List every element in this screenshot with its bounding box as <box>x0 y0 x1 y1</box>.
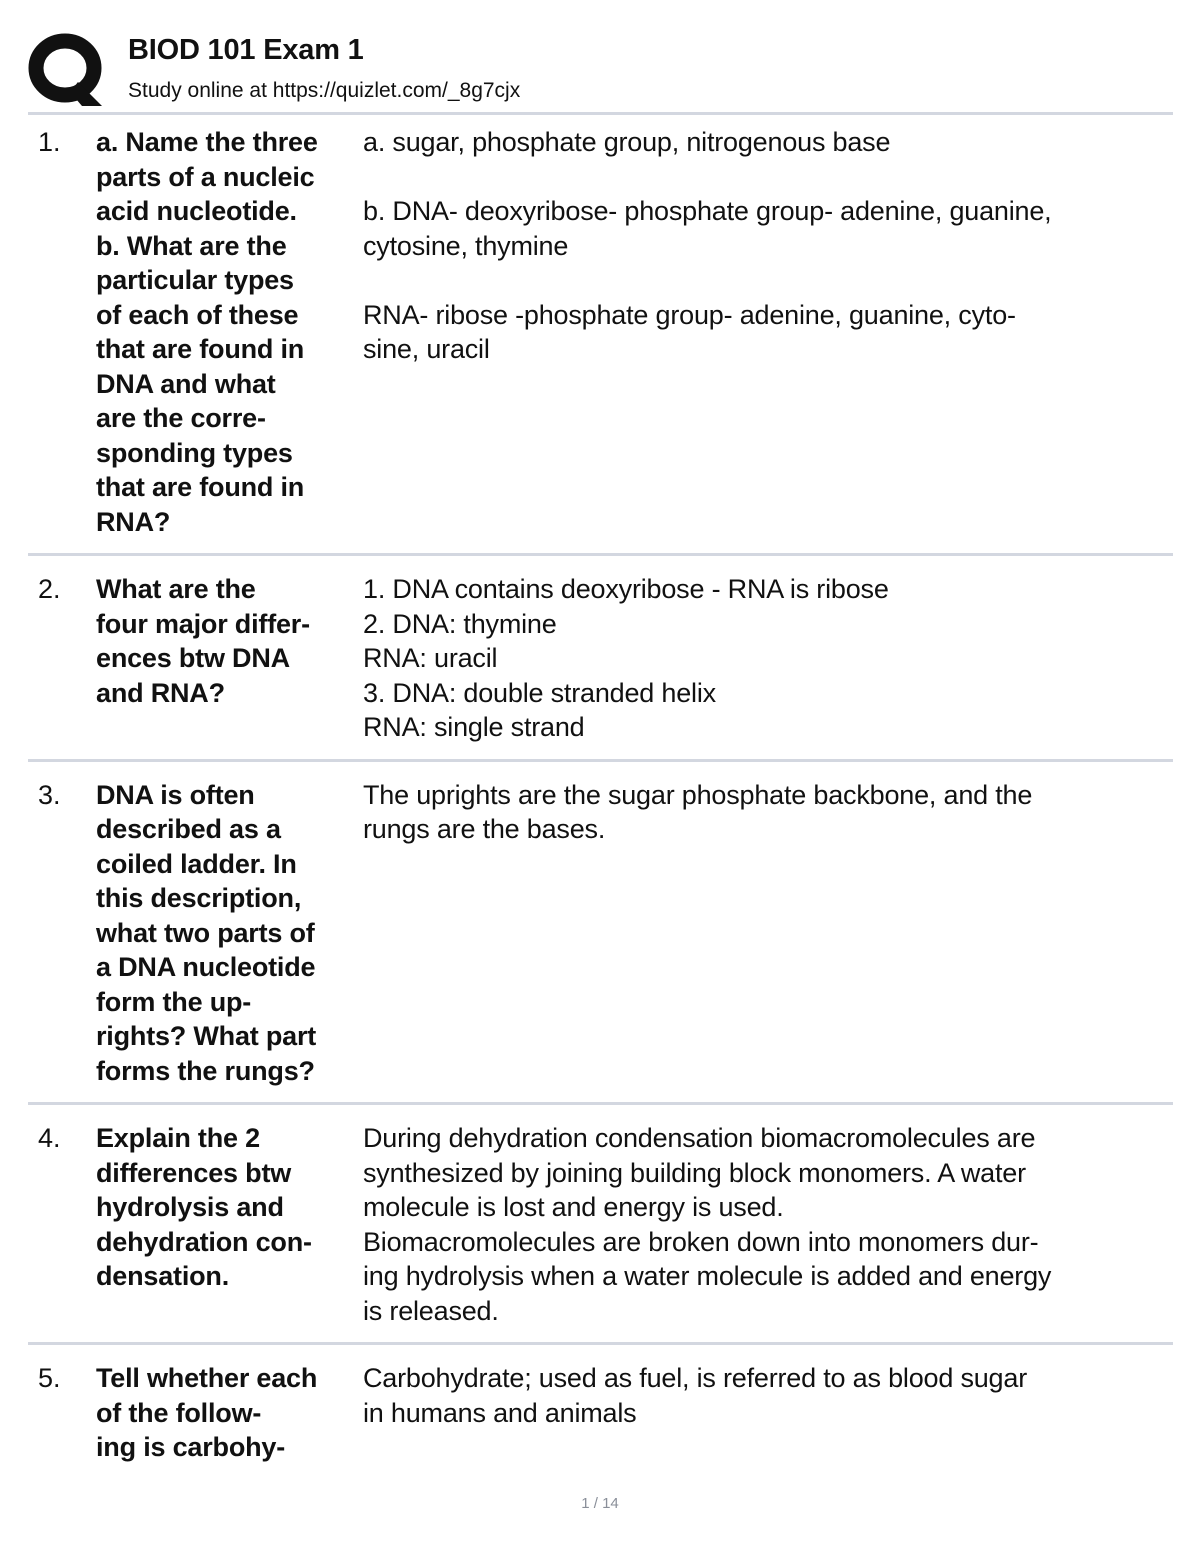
flashcard <box>28 125 1173 556</box>
card-term: DNA is often described as a coiled ladder. In this description, what two parts of a DNA nucleotide form the up- rights? What part forms the rungs? <box>96 779 317 1086</box>
page-header <box>28 30 1173 110</box>
flashcard <box>28 778 1173 1106</box>
quizlet-q-logo-icon <box>28 32 108 106</box>
card-term: What are the four major differ- ences btw DNA and RNA? <box>96 574 310 708</box>
card-definition: The uprights are the sugar phosphate backbone, and the rungs are the bases. <box>363 779 1033 844</box>
card-term: Explain the 2 differences btw hydrolysis and dehydration con- densation. <box>96 1123 312 1291</box>
card-definition: 1. DNA contains deoxyribose - RNA is ribose 2. DNA: thymine RNA: uracil 3. DNA: double stranded helix RNA: single strand <box>363 574 889 742</box>
card-number: 3. <box>38 779 61 810</box>
flashcard <box>28 1361 1173 1482</box>
flashcard <box>28 1121 1173 1345</box>
page-indicator: 1 / 14 <box>581 1495 619 1512</box>
card-definition: a. sugar, phosphate group, nitrogenous base b. DNA- deoxyribose- phosphate group- adenine, guanine, cytosine, thymine RNA- ribose -phosphate group- adenine, guanine, cyto- sine, uracil <box>363 127 1052 364</box>
card-definition: Carbohydrate; used as fuel, is referred to as blood sugar in humans and animals <box>363 1363 1027 1428</box>
flashcard <box>28 572 1173 762</box>
card-number: 4. <box>38 1123 61 1153</box>
card-definition: During dehydration condensation biomacromolecules are synthesized by joining building block monomers. A water molecule is lost and energy is used. Biomacromolecules are broken down into monomers dur- ing hydrolysis when a water molecule is added and energy is released. <box>363 1123 1052 1326</box>
card-number: 1. <box>38 127 61 157</box>
page-title: BIOD 101 Exam 1 <box>128 34 364 66</box>
card-number: 2. <box>38 574 61 604</box>
header-divider <box>28 112 1173 115</box>
card-term: a. Name the three parts of a nucleic acid nucleotide. b. What are the particular types of each of these that are found in DNA and what are the corre- sponding types that are found in RNA? <box>96 127 318 537</box>
study-link-text: Study online at https://quizlet.com/_8g7cjx <box>128 79 521 102</box>
flashcard-list <box>28 125 1173 1498</box>
card-number: 5. <box>38 1363 61 1393</box>
card-term: Tell whether each of the follow- ing is carbohy- <box>96 1363 318 1462</box>
